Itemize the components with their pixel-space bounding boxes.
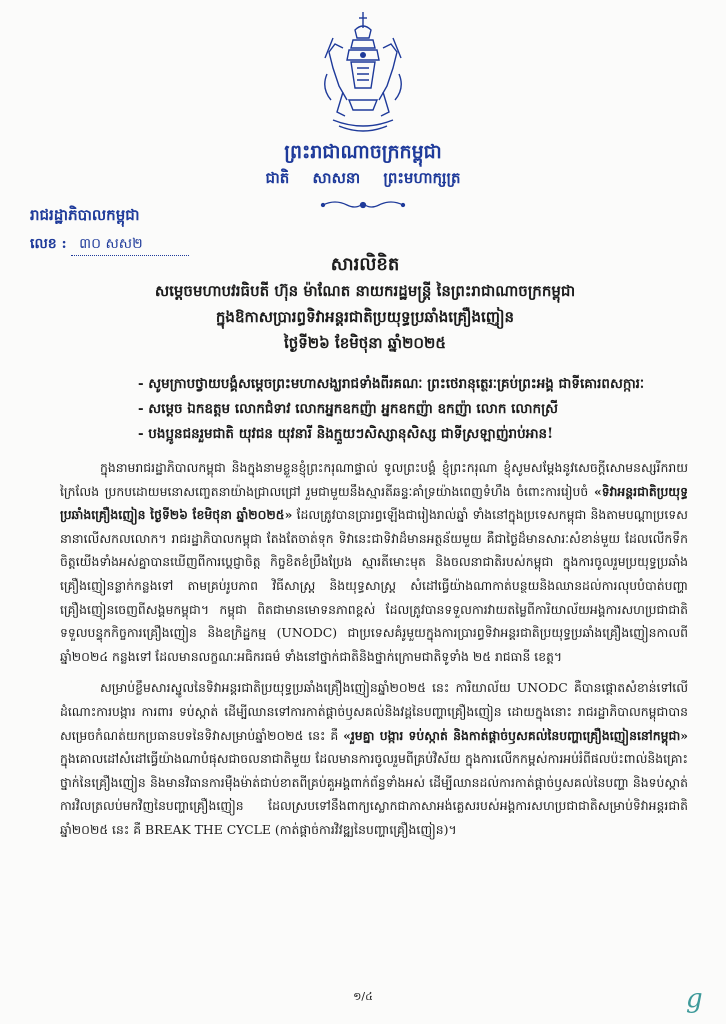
reference-label: លេខ :	[30, 236, 67, 252]
salutation-list	[138, 372, 698, 447]
salutation-item: - បងប្អូនជនរួមជាតិ យុវជន យុវនារី និងក្មួយៗសិស្សានុសិស្ស ជាទីស្រឡាញ់រាប់អាន!	[138, 426, 554, 442]
paragraph	[60, 676, 688, 841]
paragraph-text: ក្នុងគោលដៅសំដៅធ្វើយ៉ាងណាបំផុសជាចលនាជាតិមួយ ដែលមានការចូលរួមពីគ្រប់វិស័យ ក្នុងការលើកកម្ពស់ការអប់រំពីផលប៉ះពាល់និងគ្រោះថ្នាក់នៃគ្រឿងញៀន និងមានវិធានការម៉ឺងម៉ាត់ជាប់ខាតពីគ្រប់គួអង្គពាក់ព័ន្ធទាំងអស់ ដើម្បីឈានដល់ការកាត់ផ្តាច់ឫសគល់នៃបញ្ហា និងទប់ស្កាត់ការវិលត្រលប់មកវិញនៃបញ្ហាគ្រឿងញៀន ដែលស្របទៅនឹងពាក្យស្លោកជាភាសាអង់គ្លេសរបស់អង្គការសហប្រជាជាតិសម្រាប់ទិវាអន្តរជាតិឆ្នាំ២០២៥ នេះ គឺ	[60, 751, 688, 837]
salutation-item: - សម្តេច ឯកឧត្តម លោកជំទាវ លោកអ្នកឧកញ៉ា អ្នកឧកញ៉ា ឧកញ៉ា លោក លោកស្រី	[138, 401, 558, 417]
title-message: សារលិខិត	[330, 254, 400, 275]
title-author: សម្តេចមហាបវរធិបតី ហ៊ុន ម៉ាណែត នាយករដ្ឋមន្ត្រី នៃព្រះរាជាណាចក្រកម្ពុជា	[154, 282, 576, 300]
royal-coat-of-arms-icon	[313, 8, 413, 136]
handwritten-initial: g	[686, 984, 703, 1014]
paragraph-text: (កាត់ផ្តាច់ការវិវឌ្ឍនៃបញ្ហាគ្រឿងញៀន)។	[274, 821, 457, 837]
theme-emphasis: «រួមគ្នា បង្ការ ទប់ស្កាត់ និងកាត់ផ្តាច់ឫសគល់នៃបញ្ហាគ្រឿងញៀននៅកម្ពុជា»	[343, 727, 688, 743]
paragraph-text: ដែលត្រូវបានប្រារព្ធឡើងជារៀងរាល់ឆ្នាំ ទាំងនៅក្នុងប្រទេសកម្ពុជា និងតាមបណ្តាប្រទេសនានាលើសកលលោក។ រាជរដ្ឋាភិបាលកម្ពុជា តែងតែចាត់ទុក ទិវានេះជាទិវាដ៏មានអត្ថន័យមួយ គឺជាថ្ងៃដ៏មានសារៈសំខាន់មួយ ដែលលើកទឹកចិត្តយើងទាំងអស់គ្នាបានឃើញពីការប្តេជ្ញាចិត្ត កិច្ចខិតខំប្រឹងប្រែង ស្មារតីមោះមុត និងចលនាជាតិរបស់កម្ពុជា ក្នុងការចូលរួមប្រយុទ្ធប្រឆាំងគ្រឿងញៀនន្លាក់កន្លងទៅ តាមគ្រប់រូបភាព វិធីសាស្ត្រ និងយុទ្ធសាស្ត្រ សំដៅធ្វើយ៉ាងណាកាត់បន្ថយនិងឈានដល់ការលុបបំបាត់បញ្ហាគ្រឿងញៀនចេញពីសង្គមកម្ពុជា។ កម្ពុជា ពិតជាមានមោទនភាពខ្ពស់ ដែលត្រូវបានទទួលការវាយតម្លៃពីការិយាល័យអង្គការសហប្រជាជាតិទទួលបន្ទុកកិច្ចការគ្រឿងញៀន និងឧក្រិដ្ឋកម្ម (UNODC) ជាប្រទេសគំរូមួយក្នុងការប្រារព្ធទិវាអន្តរជាតិប្រយុទ្ធប្រឆាំងគ្រឿងញៀនកាលពីឆ្នាំ២០២៤ កន្លងទៅ ដែលមានលក្ខណៈអធិករធម៌ ទាំងនៅថ្នាក់ជាតិនិងថ្នាក់ក្រោមជាតិទូទាំង ២៥ រាជធានី ខេត្ត។	[60, 507, 688, 664]
reference-value: ៣០ សស២	[71, 234, 189, 256]
document-title	[40, 252, 690, 356]
page-number: ១/៤	[353, 990, 373, 1003]
paragraph	[60, 456, 688, 668]
message-body	[60, 456, 688, 850]
kingdom-name: ព្រះរាជាណាចក្រកម្ពុជា	[284, 141, 442, 163]
title-date: ថ្ងៃទី២៦ ខែមិថុនា ឆ្នាំ២០២៥	[283, 334, 447, 352]
ornament-divider-icon	[313, 198, 413, 212]
day-name-emphasis: «ទិវាអន្តរជាតិប្រយុទ្ធប្រឆាំងគ្រឿងញៀន ថ្ងៃទី២៦ ខែមិថុនា ឆ្នាំ២០២៥»	[60, 483, 688, 523]
government-name: រាជរដ្ឋាភិបាលកម្ពុជា	[30, 206, 140, 224]
slogan-text: BREAK THE CYCLE	[145, 821, 271, 837]
paragraph-text: ក្នុងនាមរាជរដ្ឋាភិបាលកម្ពុជា និងក្នុងនាមខ្លួនខ្ញុំព្រះករុណាផ្ទាល់ ទូលព្រះបង្គំ ខ្ញុំព្រះករុណា ខ្ញុំសូមសម្តែងនូវសេចក្តីសោមនស្សរីករាយក្រៃលែង ប្រកបដោយមនោសញ្ចេតនាយ៉ាងជ្រាលជ្រៅ រួមជាមួយនឹងស្មារតីឆន្ទៈគាំទ្រយ៉ាងពេញទំហឹង ចំពោះការរៀបចំ	[60, 460, 688, 499]
paragraph-text: សម្រាប់ខ្លឹមសារស្នូលនៃទិវាអន្តរជាតិប្រយុទ្ធប្រឆាំងគ្រឿងញៀនឆ្នាំ២០២៥ នេះ ការិយាល័យ UNODC គឺបានផ្តោតសំខាន់ទៅលើដំណោះការបង្ការ ការពារ ទប់ស្កាត់ ដើម្បីឈានទៅការកាត់ផ្តាច់ឫសគល់និងវដ្តនៃបញ្ហាគ្រឿងញៀន ដោយក្នុងនោះ រាជរដ្ឋាភិបាលកម្ពុជាបានសម្រេចកំណត់យកប្រធានបទនៃទិវាសម្រាប់ឆ្នាំ២០២៥ នេះ គឺ	[60, 680, 688, 743]
national-motto: ជាតិ សាសនា ព្រះមហាក្សត្រ	[265, 169, 461, 187]
salutation-item: - សូមក្រាបថ្វាយបង្គំសម្តេចព្រះមហាសង្ឃរាជទាំងពីរគណៈ ព្រះថេរានុត្ថេរៈគ្រប់ព្រះអង្គ ជាទីគោរពសក្ការៈ	[138, 376, 645, 392]
title-occasion: ក្នុងឱកាសប្រារព្ធទិវាអន្តរជាតិប្រយុទ្ធប្រឆាំងគ្រឿងញៀន	[215, 308, 515, 326]
